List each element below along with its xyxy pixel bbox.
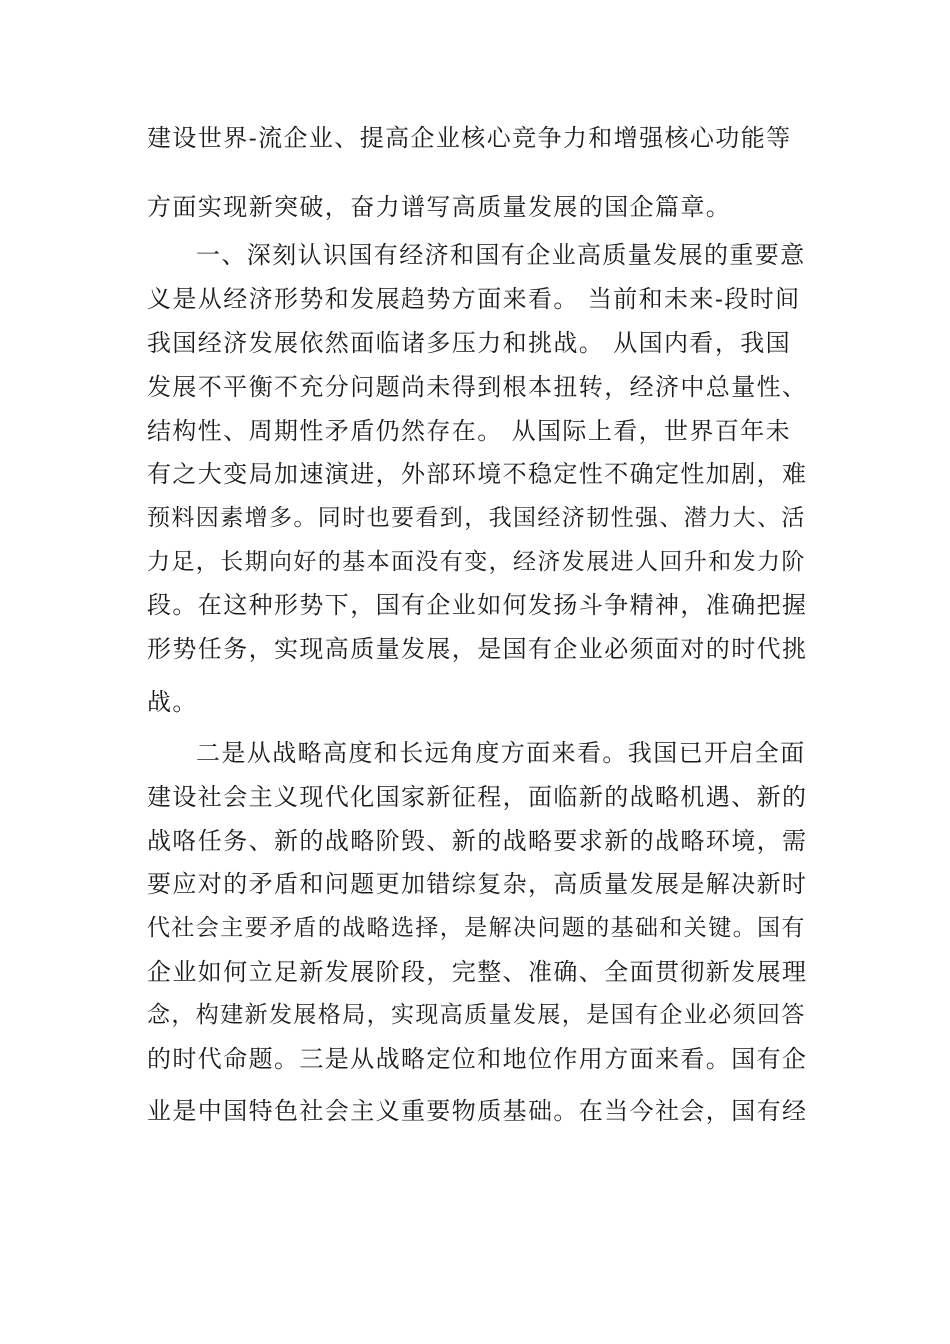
text-line: 代社会主要矛盾的战略选择，是解决问题的基础和关键。国有 <box>147 915 806 941</box>
text-line: 预料因素增多。同时也要看到，我国经济韧性强、潜力大、活 <box>147 505 806 531</box>
text-line: 方面实现新突破，奋力谱写高质量发展的国企篇章。 <box>147 193 732 221</box>
text-line: 力足，长期向好的基本面没有变，经济发展进人回升和发力阶 <box>147 549 806 575</box>
text-line: 企业如何立足新发展阶段，完整、准确、全面贯彻新发展理 <box>147 958 808 986</box>
text-line: 结构性、周期性矛盾仍然存在。 从国际上看，世界百年未 <box>147 417 792 445</box>
text-line: 建设世界-流企业、提高企业核心竞争力和增强核心功能等 <box>147 124 792 152</box>
text-line: 念，构建新发展格局，实现高质量发展，是国有企业必须回答 <box>147 1002 806 1028</box>
text-line: 义是从经济形势和发展趋势方面来看。 当前和未来-段时间 <box>147 285 801 313</box>
text-line: 业是中国特色社会主义重要物质基础。在当今社会，国有经 <box>147 1097 808 1125</box>
text-line: 我国经济发展依然面临诸多压力和挑战。 从国内看，我国 <box>147 329 792 357</box>
paragraph-first-line: 一、深刻认识国有经济和国有企业高质量发展的重要意 <box>196 241 806 269</box>
text-line: 战。 <box>147 688 198 716</box>
text-line: 建设社会主义现代化国家新征程，面临新的战略机遇、新的 <box>147 783 808 811</box>
text-line: 段。在这种形势下，国有企业如何发扬斗争精神，准确把握 <box>147 591 808 619</box>
text-line: 的时代命题。三是从战略定位和地位作用方面来看。国有企 <box>147 1045 808 1073</box>
text-line: 有之大变局加速演进，外部环境不稳定性不确定性加剧，难 <box>147 460 808 488</box>
paragraph-first-line: 二是从战略高度和长远角度方面来看。我国已开启全面 <box>196 739 806 767</box>
text-line: 发展不平衡不充分问题尚未得到根本扭转，经济中总量性、 <box>147 373 808 401</box>
text-line: 形势任务，实现高质量发展，是国有企业必须面对的时代挑 <box>147 635 808 663</box>
text-line: 战咯任务、新的战略阶毁、新的战略要求新的战略环境，需 <box>147 827 808 855</box>
text-line: 要应对的矛盾和问题更加错综复杂，高质量发展是解决新时 <box>147 870 808 898</box>
